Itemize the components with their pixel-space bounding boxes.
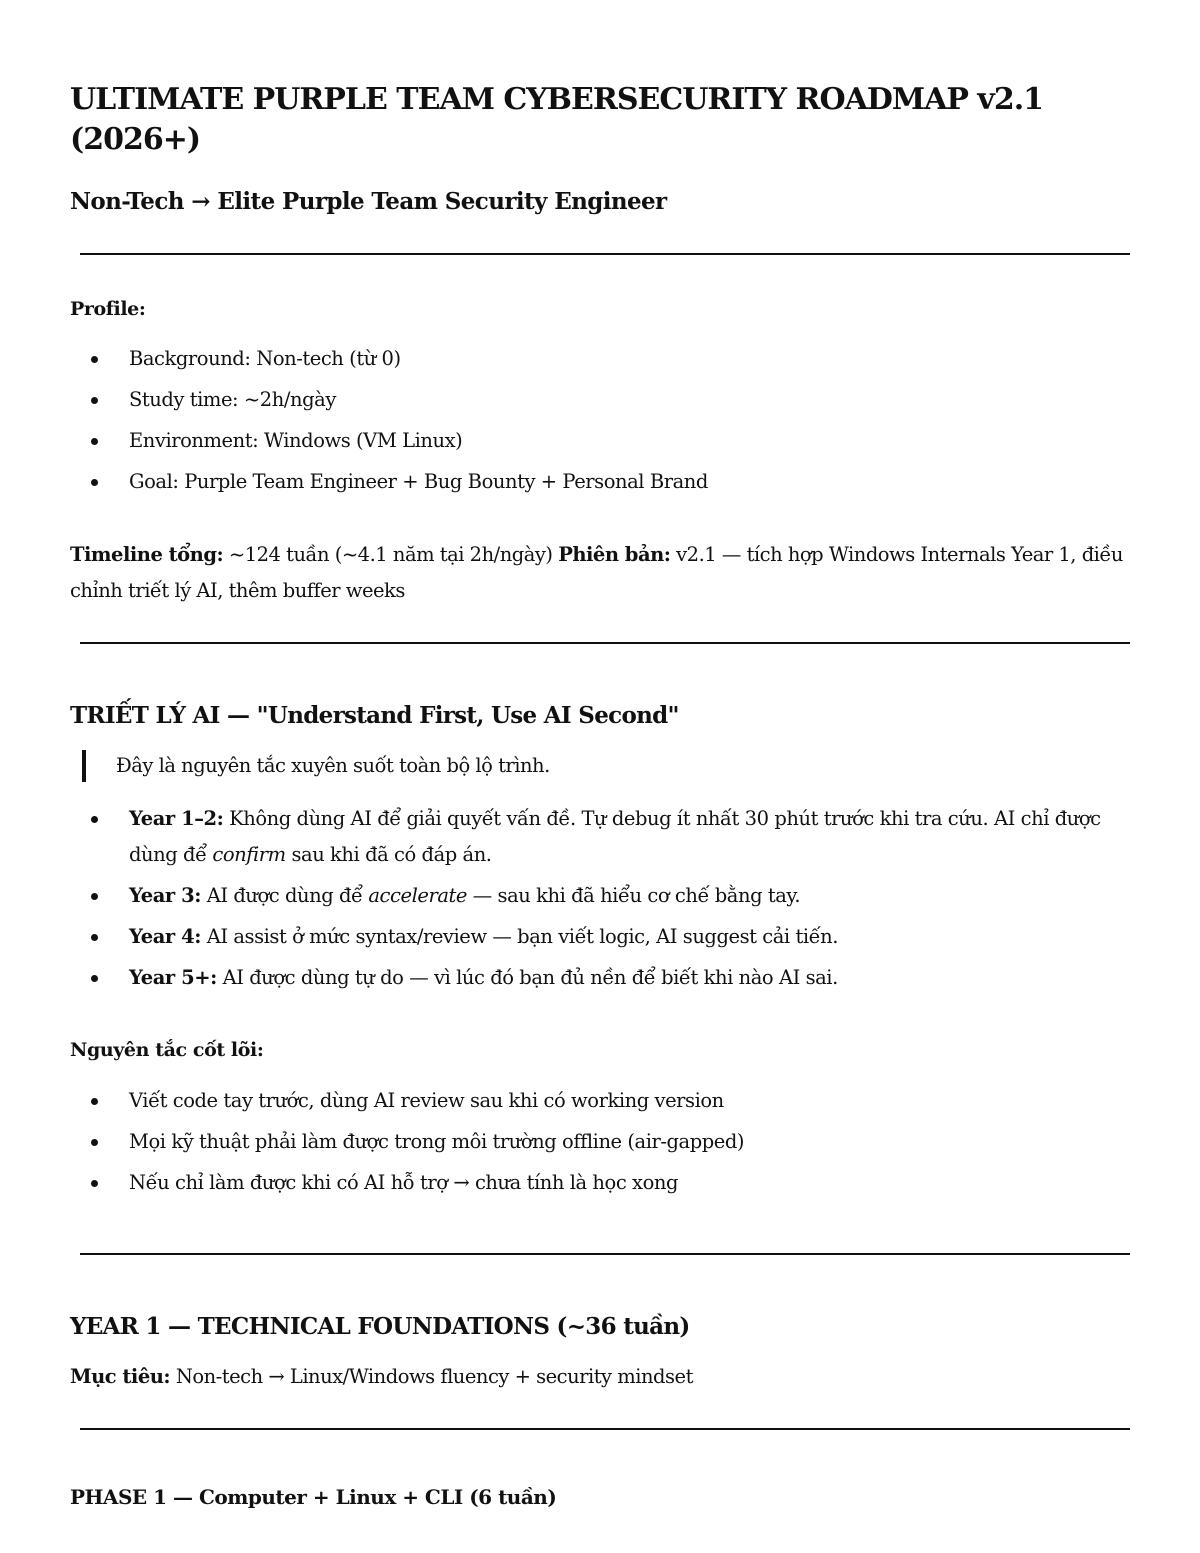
- horizontal-divider: [80, 642, 1130, 644]
- version-value: v2.1 — tích hợp Windows Internals Year 1, điều chỉnh triết lý AI, thêm buffer weeks: [70, 543, 1123, 602]
- list-item: Viết code tay trước, dùng AI review sau khi có working version: [70, 1083, 1130, 1119]
- bullet-icon: [91, 1139, 98, 1146]
- list-item: Goal: Purple Team Engineer + Bug Bounty + Personal Brand: [70, 464, 1130, 500]
- goal-label: Mục tiêu:: [70, 1365, 171, 1388]
- bullet-icon: [91, 975, 98, 982]
- bullet-icon: [91, 438, 98, 445]
- list-item: Year 1–2: Không dùng AI để giải quyết vấn đề. Tự debug ít nhất 30 phút trước khi tra cứu. AI chỉ được dùng để confirm sau khi đã có đáp án.: [70, 801, 1130, 873]
- ai-philosophy-list: [70, 801, 1130, 1001]
- profile-list: [70, 341, 1130, 505]
- core-principles-list: [70, 1083, 1130, 1206]
- horizontal-divider: [80, 1428, 1130, 1430]
- bullet-icon: [91, 893, 98, 900]
- profile-heading: Profile:: [70, 298, 146, 320]
- bullet-icon: [91, 479, 98, 486]
- document-subtitle: Non-Tech → Elite Purple Team Security Engineer: [70, 188, 667, 215]
- bullet-icon: [91, 397, 98, 404]
- bullet-icon: [91, 1098, 98, 1105]
- list-item: Mọi kỹ thuật phải làm được trong môi trường offline (air-gapped): [70, 1124, 1130, 1160]
- version-label: Phiên bản:: [558, 543, 671, 566]
- ai-philosophy-heading: TRIẾT LÝ AI — "Understand First, Use AI Second": [70, 702, 679, 729]
- bullet-icon: [91, 816, 98, 823]
- bullet-icon: [91, 1180, 98, 1187]
- list-item: Background: Non-tech (từ 0): [70, 341, 1130, 377]
- blockquote: Đây là nguyên tắc xuyên suốt toàn bộ lộ trình.: [82, 750, 550, 782]
- horizontal-divider: [80, 253, 1130, 255]
- timeline-value: ~124 tuần (~4.1 năm tại 2h/ngày): [223, 543, 559, 566]
- goal-value: Non-tech → Linux/Windows fluency + security mindset: [170, 1365, 693, 1388]
- year1-goal: [70, 1359, 1130, 1395]
- list-item: Year 3: AI được dùng để accelerate — sau khi đã hiểu cơ chế bằng tay.: [70, 878, 1130, 914]
- list-item: Nếu chỉ làm được khi có AI hỗ trợ → chưa tính là học xong: [70, 1165, 1130, 1201]
- document-title: ULTIMATE PURPLE TEAM CYBERSECURITY ROADMAP v2.1 (2026+): [70, 82, 1044, 157]
- bullet-icon: [91, 934, 98, 941]
- timeline-paragraph: [70, 537, 1130, 609]
- year1-heading: YEAR 1 — TECHNICAL FOUNDATIONS (~36 tuần): [70, 1313, 690, 1340]
- list-item: Year 4: AI assist ở mức syntax/review — bạn viết logic, AI suggest cải tiến.: [70, 919, 1130, 955]
- phase1-heading: PHASE 1 — Computer + Linux + CLI (6 tuần): [70, 1485, 557, 1509]
- timeline-label: Timeline tổng:: [70, 543, 224, 566]
- list-item: Study time: ~2h/ngày: [70, 382, 1130, 418]
- core-principles-heading: Nguyên tắc cốt lõi:: [70, 1039, 264, 1061]
- list-item: Environment: Windows (VM Linux): [70, 423, 1130, 459]
- bullet-icon: [91, 356, 98, 363]
- list-item: Year 5+: AI được dùng tự do — vì lúc đó bạn đủ nền để biết khi nào AI sai.: [70, 960, 1130, 996]
- horizontal-divider: [80, 1253, 1130, 1255]
